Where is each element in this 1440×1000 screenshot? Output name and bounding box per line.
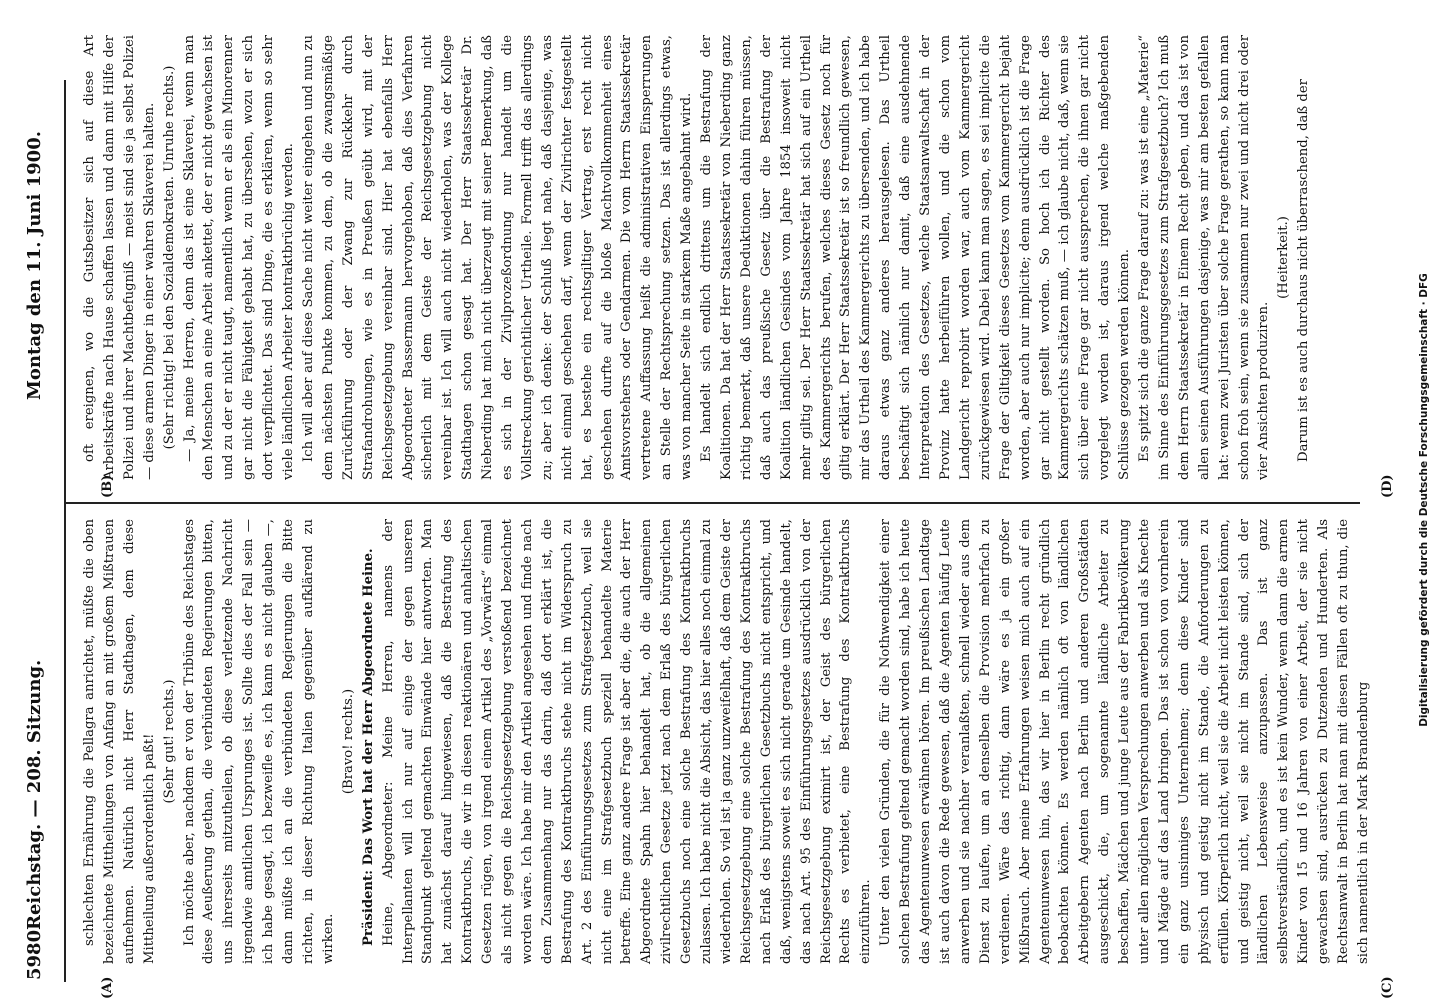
running-header-left: Reichstag. — 208. Sitzung. [24, 659, 45, 930]
header-rule [64, 80, 66, 982]
margin-marker-b: (B) [100, 474, 115, 498]
column-divider [64, 502, 1360, 504]
paragraph: Es handelt sich endlich drittens um die Bestrafung der Koalitionen. Da hat der Herr Staatssekretär von Nieberding ganz richtig bemerkt, daß unsere Deduktionen dahin führen müssen, daß auch das preußische Gesetz über die Bestrafung der Koalition ländlichen Gesindes vom Jahre 1854 insoweit nicht mehr giltig sei. Der Herr Staatssekretär hat sich auf ein Urtheil des Kammergerichts berufen, welches dieses Gesetz noch für giltig erklärt. Der Herr Staatssekretär ist so freundlich gewesen, mir das Urtheil des Kammergerichts zu übersenden, und ich habe daraus etwas ganz anderes herausgelesen. Das Urtheil beschäftigt sich nämlich nur damit, daß eine ausdehnende Interpretation des Gesetzes, welche Staatsanwaltschaft in der Provinz hatte herbeiführen wollen, und die schon vom Landgericht reprobirt worden war, auch vom Kammergericht zurückgewiesen wird. Dabei kann man sagen, es sei implicite die Frage der Giltigkeit dieses Gesetzes vom Kammergericht bejaht worden, aber auch nur implicite; denn ausdrücklich ist die Frage gar nicht gestellt worden. So hoch ich die Richter des Kammergerichts schätzen muß, — ich glaube nicht, daß, wenn sie sich über eine Frage gar nicht aussprechen, die ihnen gar nicht vorgelegt worden ist, daraus irgend welche maßgebenden Schlüsse gezogen werden können. [699, 35, 1133, 480]
paragraph: Es spitzt sich die ganze Frage darauf zu: was ist eine „Materie“ im Sinne des Einführungsgesetzes zum Strafgesetzbuch? Ich muß dem Herrn Staatssekretär in Einem Recht geben, und das ist von allen seinen Ausführungen dasjenige, was mir am besten gefallen hat: wenn zwei Juristen über solche Frage gerathen, so kann man schon froh sein, wenn sie zusammen nur zwei und nicht drei oder vier Ansichten produziren. [1137, 35, 1272, 480]
left-column [80, 519, 1371, 964]
speaker-announcement: Präsident: Das Wort hat der Herr Abgeordnete Heine. [360, 548, 376, 946]
running-header-right: Montag den 11. Juni 1900. [24, 131, 45, 400]
paragraph: Ich möchte aber, nachdem er von der Tribüne des Reichstages diese Aeußerung gethan, die verbündeten Regierungen bitten, uns ihrerseits mitzutheilen, ob diese verletzende Nachricht irgendwie amtlichen Ursprunges ist. Sollte dies der Fall sein — ich habe gesagt, ich bezweifle es, ich kann es nicht glauben —, dann müßte ich an die verbündeten Regierungen die Bitte richten, in dieser Richtung Italien gegenüber aufklärend zu wirken. [181, 519, 336, 964]
digitization-credit: Digitalisierung gefördert durch die Deutsche Forschungsgemeinschaft · DFG [1418, 273, 1430, 727]
paragraph: Ich will aber auf diese Sache nicht weiter eingehen und nun zu dem nächsten Punkte kommen, zu dem, ob die zwangsmäßige Zurückführung oder der Zwang zur Rückkehr durch Strafandrohungen, wie es in Preußen geübt wird, mit der Reichsgesetzgebung vereinbar sind. Hier hat ebenfalls Herr Abgeordneter Bassermann hervorgehoben, daß dies Verfahren sicherlich mit dem Geiste der Reichsgesetzgebung nicht vereinbar ist. Ich will auch nicht wiederholen, was der Kollege Stadthagen schon gesagt hat. Der Herr Staatssekretär Dr. Nieberding hat mich nicht überzeugt mit seiner Bemerkung, daß es sich in der Zivilprozeßordnung nur handelt um die Vollstreckung gerichtlicher Urtheile. Formell trifft das allerdings zu; aber ich denke: der Schluß liegt nahe, daß dasjenige, was nicht einmal geschehen darf, wenn der Zivilrichter festgestellt hat, es bestehe ein rechtsgiltiger Vertrag, erst recht nicht geschehen durfte auf die bloße Machtvollkommenheit eines Amtsvorstehers oder Gendarmen. Die vom Herrn Staatssekretär vertretene Auffassung heißt die administrativen Einsperrungen an Stelle der Rechtsprechung setzen. Das ist allerdings etwas, was von mancher Seite in starkem Maße angebahnt wird. [300, 35, 695, 480]
paragraph: Unter den vielen Gründen, die für die Nothwendigkeit einer solchen Bestrafung geltend gemacht worden sind, habe ich heute das Agentenunwesen erwähnen hören. Im preußischen Landtage ist auch davon die Rede gewesen, daß die Agenten häufig Leute anwerben und sie nachher veranlaßten, schnell wieder aus dem Dienst zu laufen, um an denselben die Provision mehrfach zu verdienen. Wäre das richtig, dann wäre es ja ein großer Mißbrauch. Aber meine Erfahrungen weisen mich auch auf ein Agentenunwesen hin, das wir hier in Berlin recht gründlich beobachten können. Es werden nämlich oft von ländlichen Arbeitgebern Agenten nach Berlin und anderen Großstädten ausgeschickt, die, um sogenannte ländliche Arbeiter zu beschaffen, Mädchen und junge Leute aus der Fabrikbevölkerung unter allen möglichen Versprechungen anwerben und als Knechte und Mägde auf das Land bringen. Das ist schon von vornherein ein ganz unsinniges Unternehmen; denn diese Kinder sind physisch und geistig nicht im Stande, die Anforderungen zu erfüllen. Körperlich nicht, weil sie die Arbeit nicht leisten können, und geistig nicht, weil sie nicht im Stande sind, sich der ländlichen Lebensweise anzupassen. Das ist ganz selbstverständlich, und es ist kein Wunder, wenn dann die armen Kinder von 15 und 16 Jahren von einer Arbeit, der sie nicht gewachsen sind, ausrücken zu Dutzenden und Hunderten. Als Rechtsanwalt in Berlin hat man mit diesen Fällen oft zu thun, die sich namentlich in der Mark Brandenburg [878, 519, 1371, 964]
interjection: (Heiterkeit.) [1276, 216, 1292, 299]
right-column [80, 35, 1350, 480]
paragraph: oft ereignen, wo die Gutsbesitzer sich auf diese Art Arbeitskräfte nach Hause schaffen lassen und dann mit Hilfe der Polizei und ihrer Machtbefugniß — meist sind sie ja selbst Polizei — diese armen Dinger in einer wahren Sklaverei halten. [82, 35, 157, 480]
interjection: (Sehr gut! rechts.) [161, 679, 177, 804]
interjection: (Bravo! rechts.) [340, 688, 356, 795]
paragraph: — Ja, meine Herren, denn das ist eine Sklaverei, wenn man den Menschen an eine Arbeit ankettet, der er nicht gewachsen ist und zu der er nicht taugt, namentlich wenn er als ein Minorenner gar nicht die Fähigkeit gehabt hat, zu übersehen, wozu er sich dort verpflichtet. Das sind Dinge, die es erklären, wenn so sehr viele ländlichen Arbeiter kontraktbrüchig werden. [181, 35, 297, 480]
paragraph: Darum ist es auch durchaus nicht überraschend, daß der [1296, 79, 1312, 462]
margin-marker-c: (C) [1380, 976, 1395, 999]
margin-marker-d: (D) [1380, 474, 1395, 498]
paragraph: schlechten Ernährung die Pellagra anrichtet, müßte die oben bezeichnete Mittheilungen von Anfang an mit großem Mißtrauen aufnehmen. Natürlich nicht Herr Stadthagen, dem diese Mittheilung außerordentlich paßt! [82, 519, 157, 964]
page-number: 5980 [24, 929, 45, 980]
margin-marker-a: (A) [100, 976, 115, 999]
interjection: (Sehr richtig! bei den Sozialdemokraten. Unruhe rechts.) [161, 65, 177, 450]
paragraph: Heine, Abgeordneter: Meine Herren, namens der Interpellanten will ich nur auf einige der gegen unseren Standpunkt geltend gemachten Einwände hier antworten. Man hat zunächst darauf hingewiesen, daß die Bestrafung des Kontraktbruchs, die wir in diesen reaktionären und anhaltischen Gesetzen rügen, von irgend einem Artikel des „Vorwärts“ einmal als nicht gegen die Reichsgesetzgebung verstoßend bezeichnet worden wäre. Ich habe mir den Artikel angesehen und finde nach dem Zusammenhang nur das darin, daß dort erklärt ist, die Bestrafung des Kontraktbruchs stehe nicht im Widerspruch zu Art. 2 des Einführungsgesetzes zum Strafgesetzbuch, weil sie nicht eine im Strafgesetzbuch speziell behandelte Materie betreffe. Eine ganz andere Frage ist aber die, die auch der Herr Abgeordnete Spahn hier behandelt hat, ob die allgemeinen zivilrechtlichen Gesetze jetzt nach dem Erlaß des bürgerlichen Gesetzbuchs noch eine solche Bestrafung des Kontraktbruchs zulassen. Ich habe nicht die Absicht, das hier alles noch einmal zu wiederholen. So viel ist ja ganz unzweifelhaft, daß dem Geiste der Reichsgesetzgebung eine solche Bestrafung des Kontraktbruchs nach Erlaß des bürgerlichen Gesetzbuchs nicht entspricht, und daß, wenigstens soweit es sich nicht gerade um Gesinde handelt, das nach Art. 95 des Einführungsgesetzes ausdrücklich von der Reichsgesetzgebung eximirt ist, der Geist des bürgerlichen Rechts es verbietet, eine Bestrafung des Kontraktbruchs einzuführen. [380, 519, 874, 964]
